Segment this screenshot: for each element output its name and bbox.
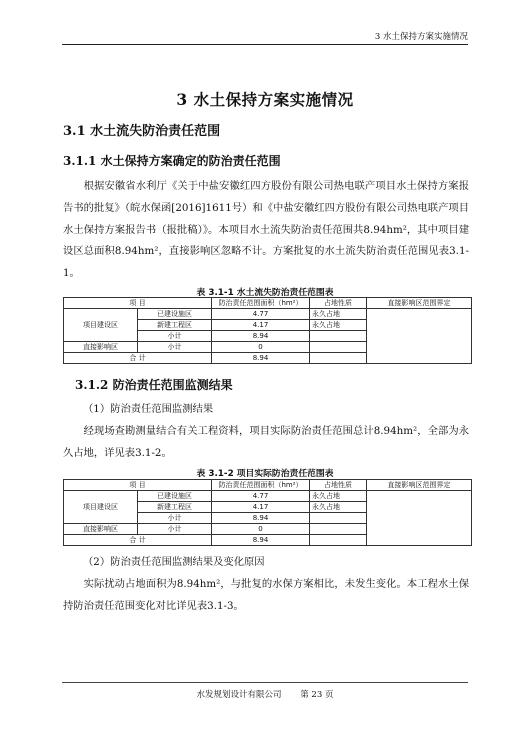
list-item-2: （2）防治责任范围监测结果及变化原因 xyxy=(83,556,265,568)
table-caption: 表 3.1-2 项目实际防治责任范围表 xyxy=(196,469,334,479)
footer-company: 水发规划设计有限公司 xyxy=(196,690,282,700)
table-cell: 8.94 xyxy=(212,331,310,342)
table-cell: 4.77 xyxy=(212,491,310,502)
group-cell: 项目建设区 xyxy=(64,309,138,342)
section-heading: 3.1 水土流失防治责任范围 xyxy=(63,124,221,139)
table-cell: 小计 xyxy=(138,342,212,353)
group-cell: 项目建设区 xyxy=(64,491,138,524)
total-label-cell: 合 计 xyxy=(64,353,212,364)
table-cell: 4.17 xyxy=(212,502,310,513)
chapter-title: 3 水土保持方案实施情况 xyxy=(176,90,354,109)
header-cell: 占地性质 xyxy=(310,298,367,309)
table-row xyxy=(64,491,472,502)
table-cell xyxy=(310,535,367,546)
paragraph-approval: 根据安徽省水利厅《关于中盐安徽红四方股份有限公司热电联产项目水土保持方案报告书的批复》（皖水保函[2016]1611号）和《中盐安徽红四方股份有限公司热电联产项目水土保持方案报告书（报批稿）》。本项目水土流失防治责任范围共8.94hm²，其中项目建设区总面积8.94hm²，直接影响区忽略不计。方案批复的水土流失防治责任范围见表3.1-1。 xyxy=(63,180,469,280)
table-row xyxy=(64,309,472,320)
table-cell xyxy=(310,331,367,342)
running-header: 3 水土保持方案实施情况 xyxy=(374,32,468,42)
table-cell xyxy=(310,342,367,353)
table-cell: 新建工程区 xyxy=(138,320,212,331)
table-caption: 表 3.1-1 水土流失防治责任范围表 xyxy=(196,288,334,298)
header-rule xyxy=(62,44,468,45)
table-cell: 永久占地 xyxy=(310,491,367,502)
header-cell: 项 目 xyxy=(64,298,212,309)
page-footer xyxy=(0,688,530,700)
table-header-row xyxy=(64,298,472,309)
table-cell xyxy=(310,524,367,535)
table-cell: 0 xyxy=(212,342,310,353)
table-cell: 4.17 xyxy=(212,320,310,331)
table-cell xyxy=(310,513,367,524)
paragraph-survey: 经现场查勘测量结合有关工程资料，项目实际防治责任范围总计8.94hm²，全部为永久占地，详见表3.1-2。 xyxy=(63,425,469,459)
subsection-heading-3-1-2: 3.1.2 防治责任范围监测结果 xyxy=(75,378,233,392)
table-cell: 永久占地 xyxy=(310,320,367,331)
table-cell: 4.77 xyxy=(212,309,310,320)
table-cell: 0 xyxy=(212,524,310,535)
responsibility-scope-table xyxy=(63,297,472,364)
table-cell: 小计 xyxy=(138,524,212,535)
table-cell xyxy=(310,353,367,364)
table-cell: 小计 xyxy=(138,513,212,524)
table-header-row xyxy=(64,480,472,491)
group-cell: 直接影响区 xyxy=(64,342,138,353)
list-item-1: （1）防治责任范围监测结果 xyxy=(83,403,214,415)
table-cell: 小计 xyxy=(138,331,212,342)
total-label-cell: 合 计 xyxy=(64,535,212,546)
header-cell: 直接影响区范围界定 xyxy=(367,298,472,309)
table-cell: 永久占地 xyxy=(310,309,367,320)
header-cell: 防治责任范围面积（hm²） xyxy=(212,298,310,309)
table-cell: 新建工程区 xyxy=(138,502,212,513)
table-cell: 8.94 xyxy=(212,535,310,546)
group-cell: 直接影响区 xyxy=(64,524,138,535)
header-cell: 防治责任范围面积（hm²） xyxy=(212,480,310,491)
header-cell: 项 目 xyxy=(64,480,212,491)
actual-scope-table xyxy=(63,479,472,546)
header-cell: 占地性质 xyxy=(310,480,367,491)
header-cell: 直接影响区范围界定 xyxy=(367,480,472,491)
table-cell: 已建设施区 xyxy=(138,309,212,320)
page-number: 第 23 页 xyxy=(300,690,334,700)
subsection-heading-3-1-1: 3.1.1 水土保持方案确定的防治责任范围 xyxy=(63,154,281,168)
table-cell: 8.94 xyxy=(212,353,310,364)
footer-rule xyxy=(62,682,468,683)
paragraph-change-reason: 实际扰动占地面积为8.94hm²，与批复的水保方案相比，未发生变化。本工程水土保持防治责任范围变化对比详见表3.1-3。 xyxy=(63,578,469,612)
table-cell xyxy=(367,309,472,364)
table-cell: 已建设施区 xyxy=(138,491,212,502)
table-cell xyxy=(367,491,472,546)
table-cell: 永久占地 xyxy=(310,502,367,513)
table-cell: 8.94 xyxy=(212,513,310,524)
